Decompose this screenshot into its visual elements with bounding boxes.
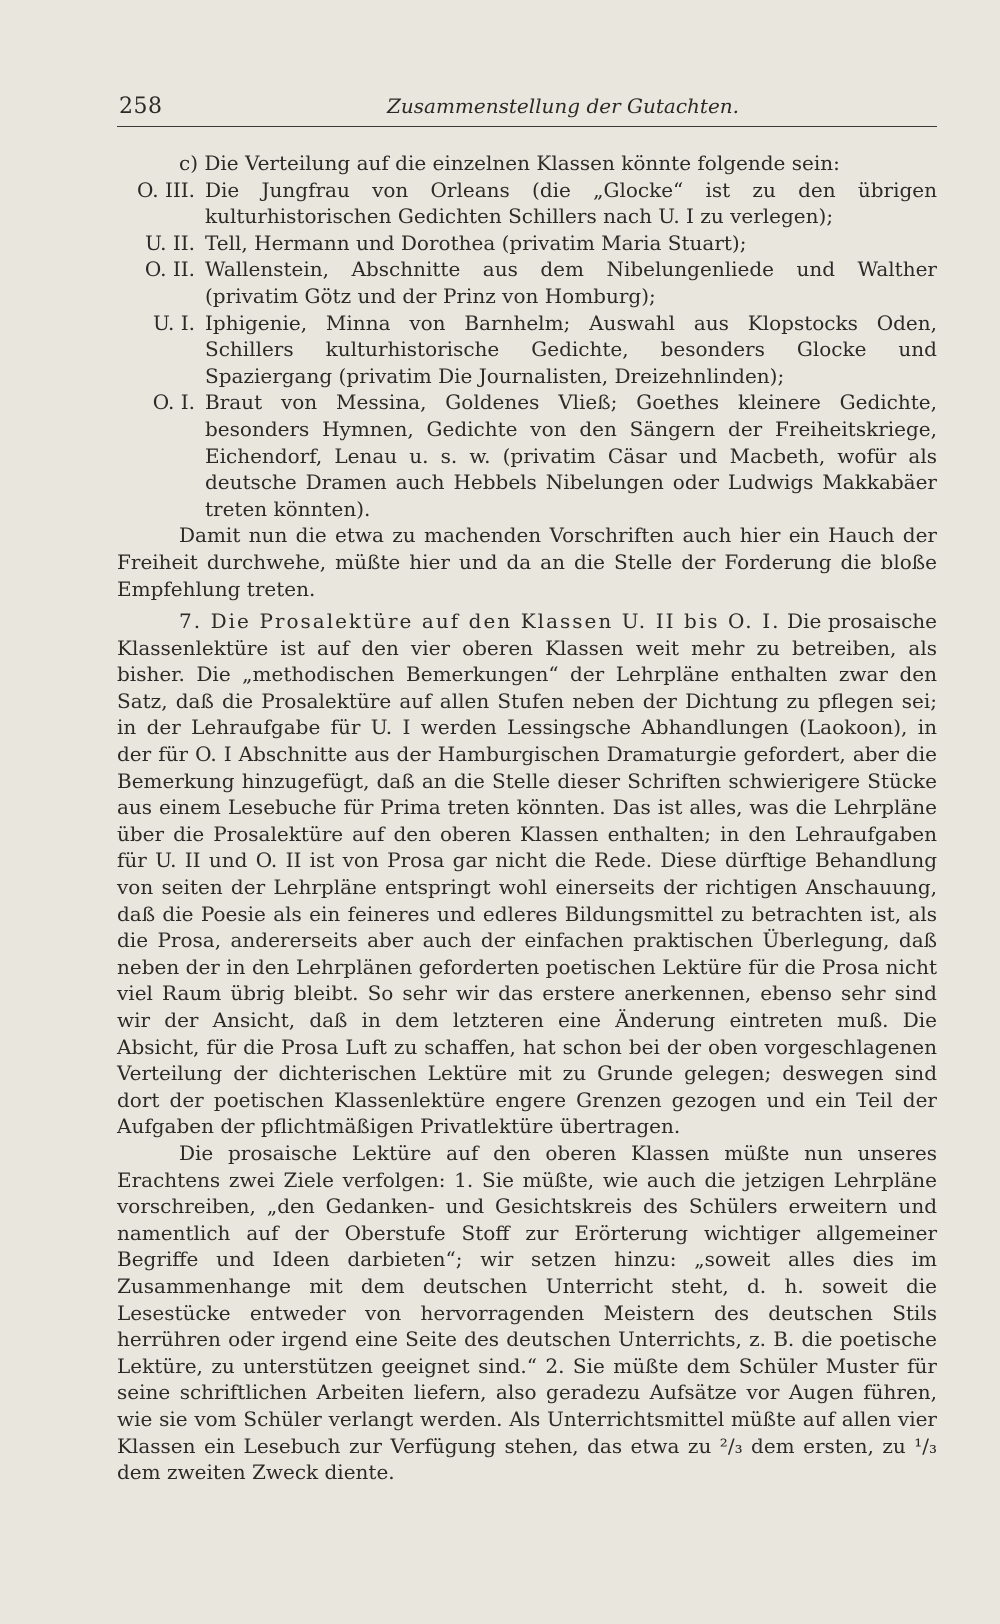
grade-text: Die Jungfrau von Orleans (die „Glocke“ ist zu den übrigen kulturhistorischen Gedichten Schillers nach U. I zu verlegen); xyxy=(205,177,937,229)
section-c-closing: Damit nun die etwa zu machenden Vorschriften auch hier ein Hauch der Freiheit durchwehe, müßte hier und da an die Stelle der Forderung die bloße Empfehlung treten. xyxy=(117,523,937,601)
grade-label: U. I. xyxy=(153,310,195,335)
grade-text: Iphigenie, Minna von Barnhelm; Auswahl aus Klopstocks Oden, Schillers kulturhistorische Gedichte, besonders Glocke und Spaziergang (privatim Die Journalisten, Dreizehnlinden); xyxy=(205,310,937,388)
grade-entry xyxy=(117,177,937,230)
section-7-heading: 7. Die Prosalektüre auf den Klassen U. II bis O. I. xyxy=(179,609,781,634)
section-7-paragraph xyxy=(117,608,937,1140)
grade-label: O. II. xyxy=(144,257,195,282)
grade-label: U. II. xyxy=(145,230,195,255)
page-body xyxy=(117,150,937,1486)
grade-text: Braut von Messina, Goldenes Vließ; Goethes kleinere Gedichte, besonders Hymnen, Gedichte von den Sängern der Freiheitskriege, Eichendorf, Lenau u. s. w. (privatim Cäsar und Macbeth, wofür als deutsche Dramen auch Hebbels Nibelungen oder Ludwigs Makkabäer treten könnten). xyxy=(205,390,937,521)
grade-text: Wallenstein, Abschnitte aus dem Nibelungenliede und Walther (privatim Götz und der Prinz von Homburg); xyxy=(205,257,937,308)
grade-label: O. III. xyxy=(137,177,195,202)
grade-entry xyxy=(117,230,937,257)
section-c-intro: c) Die Verteilung auf die einzelnen Klassen könnte folgende sein: xyxy=(179,151,840,175)
running-title: Zusammenstellung der Gutachten. xyxy=(387,94,740,118)
section-7-paragraph-2: Die prosaische Lektüre auf den oberen Klassen müßte nun unseres Erachtens zwei Ziele verfolgen: 1. Sie müßte, wie auch die jetzigen Lehrpläne vorschreiben, „den Gedanken- und Gesichtskreis des Schülers erweitern und namentlich auf der Oberstufe Stoff zur Erörterung wichtiger allgemeiner Begriffe und Ideen darbieten“; wir setzen hinzu: „soweit alles dies im Zusammenhange mit dem deutschen Unterricht steht, d. h. soweit die Lesestücke entweder von hervorragenden Meistern des deutschen Stils herrühren oder irgend eine Seite des deutschen Unterrichts, z. B. die poetische Lektüre, zu unterstützen geeignet sind.“ 2. Sie müßte dem Schüler Muster für seine schriftlichen Arbeiten liefern, also geradezu Aufsätze vor Augen führen, wie sie vom Schüler verlangt werden. Als Unterrichtsmittel müßte auf allen vier Klassen ein Lesebuch zur Verfügung stehen, das etwa zu ²/₃ dem ersten, zu ¹/₃ dem zweiten Zweck diente. xyxy=(117,1140,937,1485)
grade-entry xyxy=(117,310,937,390)
grade-label: O. I. xyxy=(152,390,195,415)
grade-entry xyxy=(117,389,937,522)
page-number: 258 xyxy=(119,94,163,119)
page-header xyxy=(117,90,937,127)
section-7-body: Die prosaische Klassenlektüre ist auf den vier oberen Klassen weit mehr zu betreiben, als bisher. Die „methodischen Bemerkungen“ der Lehrpläne enthalten zwar den Satz, daß die Prosalektüre auf allen Stufen neben der Dichtung zu pflegen sei; in der Lehraufgabe für U. I werden Lessingsche Abhandlungen (Laokoon), in der für O. I Abschnitte aus der Hamburgischen Dramaturgie gefordert, aber die Bemerkung hinzugefügt, daß an die Stelle dieser Schriften schwierigere Stücke aus einem Lesebuche für Prima treten könnten. Das ist alles, was die Lehrpläne über die Prosalektüre auf den oberen Klassen enthalten; in den Lehraufgaben für U. II und O. II ist von Prosa gar nicht die Rede. Diese dürftige Behandlung von seiten der Lehrpläne entspringt wohl einerseits der richtigen Anschauung, daß die Poesie als ein feineres und edleres Bildungsmittel zu betrachten ist, als die Prosa, andererseits aber auch der einfachen praktischen Überlegung, daß neben der in den Lehrplänen geforderten poetischen Lektüre für die Prosa nicht viel Raum übrig bleibt. So sehr wir das erstere anerkennen, ebenso sehr sind wir der Ansicht, daß in dem letzteren eine Änderung eintreten muß. Die Absicht, für die Prosa Luft zu schaffen, hat schon bei der oben vorgeschlagenen Verteilung der dichterischen Lektüre mit zu Grunde gelegen; deswegen sind dort der poetischen Klassenlektüre engere Grenzen gezogen und ein Teil der Aufgaben der pflichtmäßigen Privatlektüre übertragen. xyxy=(117,609,938,1139)
grade-text: Tell, Hermann und Dorothea (privatim Maria Stuart); xyxy=(205,230,747,255)
grade-entry xyxy=(117,256,937,309)
